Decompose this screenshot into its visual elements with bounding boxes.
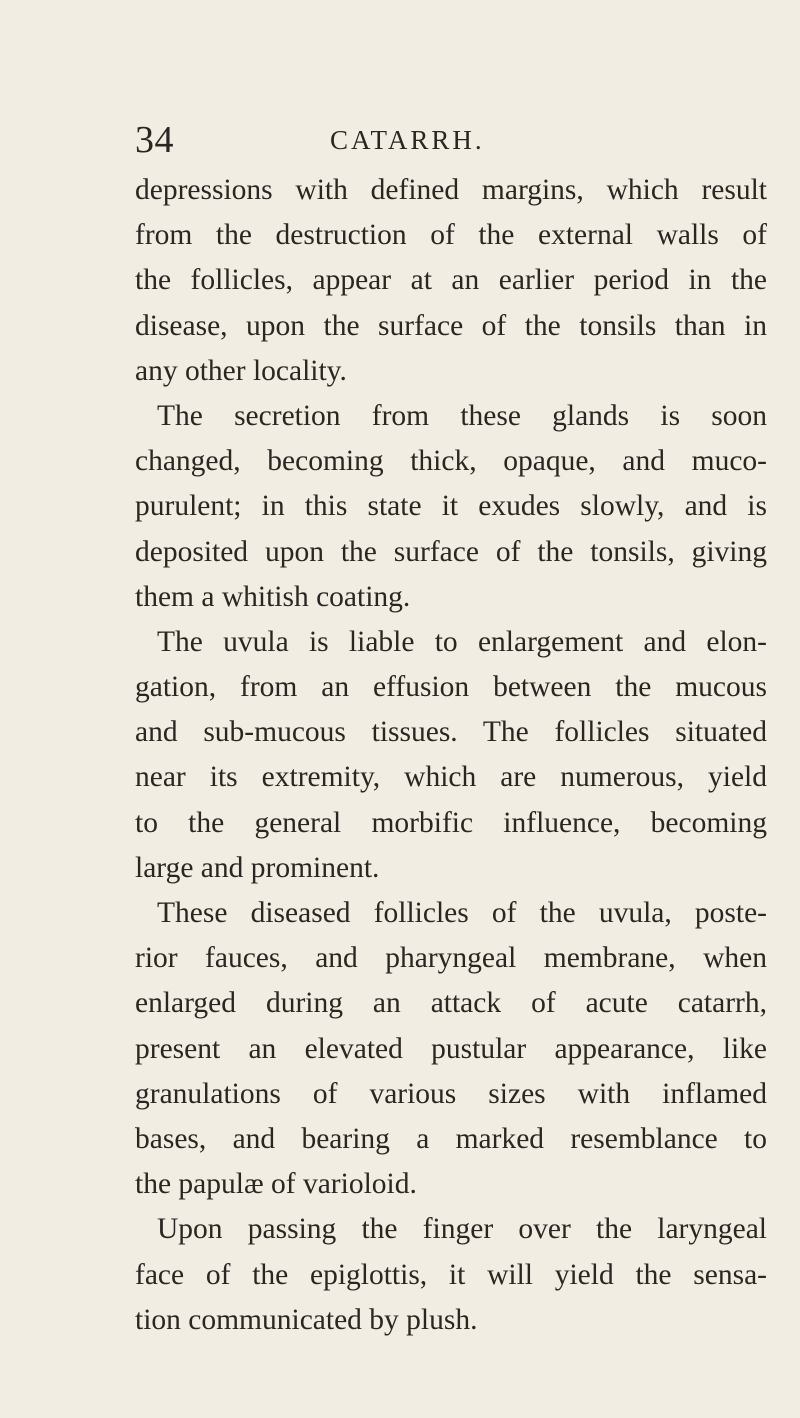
text-line: them a whitish coating. [135, 580, 411, 613]
text-line: bases, and bearing a marked resemblance to [135, 1122, 767, 1155]
text-line: depressions with defined margins, which result [135, 174, 767, 206]
text-line: face of the epiglottis, it will yield the sensa- [135, 1258, 767, 1291]
text-line: large and prominent. [135, 851, 380, 884]
paragraph [135, 891, 767, 1207]
text-line: The secretion from these glands is soon [157, 399, 767, 432]
text-line: and sub-mucous tissues. The follicles situated [135, 716, 767, 749]
text-line: enlarged during an attack of acute catarrh, [135, 987, 767, 1020]
text-line: present an elevated pustular appearance, like [135, 1032, 767, 1065]
page-header [135, 118, 755, 162]
paragraph [135, 620, 767, 891]
paragraph [135, 1207, 767, 1343]
text-line: the papulæ of varioloid. [135, 1168, 417, 1201]
text-line: to the general morbific influence, becoming [135, 806, 767, 839]
page-number: 34 [135, 119, 174, 161]
text-line: changed, becoming thick, opaque, and muco- [135, 445, 767, 478]
text-line: from the destruction of the external walls of [135, 219, 767, 252]
text-line: near its extremity, which are numerous, yield [135, 761, 767, 794]
text-line: Upon passing the finger over the laryngeal [157, 1213, 767, 1246]
paragraph [135, 394, 767, 620]
text-line: rior fauces, and pharyngeal membrane, when [135, 942, 767, 975]
text-line: deposited upon the surface of the tonsils, giving [135, 535, 767, 568]
text-line: tion communicated by plush. [135, 1303, 478, 1336]
text-line: These diseased follicles of the uvula, poste- [157, 897, 767, 929]
text-line: disease, upon the surface of the tonsils than in [135, 309, 767, 342]
text-line: purulent; in this state it exudes slowly, and is [135, 490, 767, 523]
body-text [135, 168, 767, 1343]
running-head: CATARRH. [330, 125, 485, 155]
paragraph [135, 168, 767, 394]
text-line: any other locality. [135, 354, 347, 387]
text-line: granulations of various sizes with inflamed [135, 1077, 767, 1110]
text-line: The uvula is liable to enlargement and elon- [157, 625, 767, 658]
text-line: gation, from an effusion between the mucous [135, 671, 767, 704]
text-line: the follicles, appear at an earlier period in the [135, 264, 767, 297]
